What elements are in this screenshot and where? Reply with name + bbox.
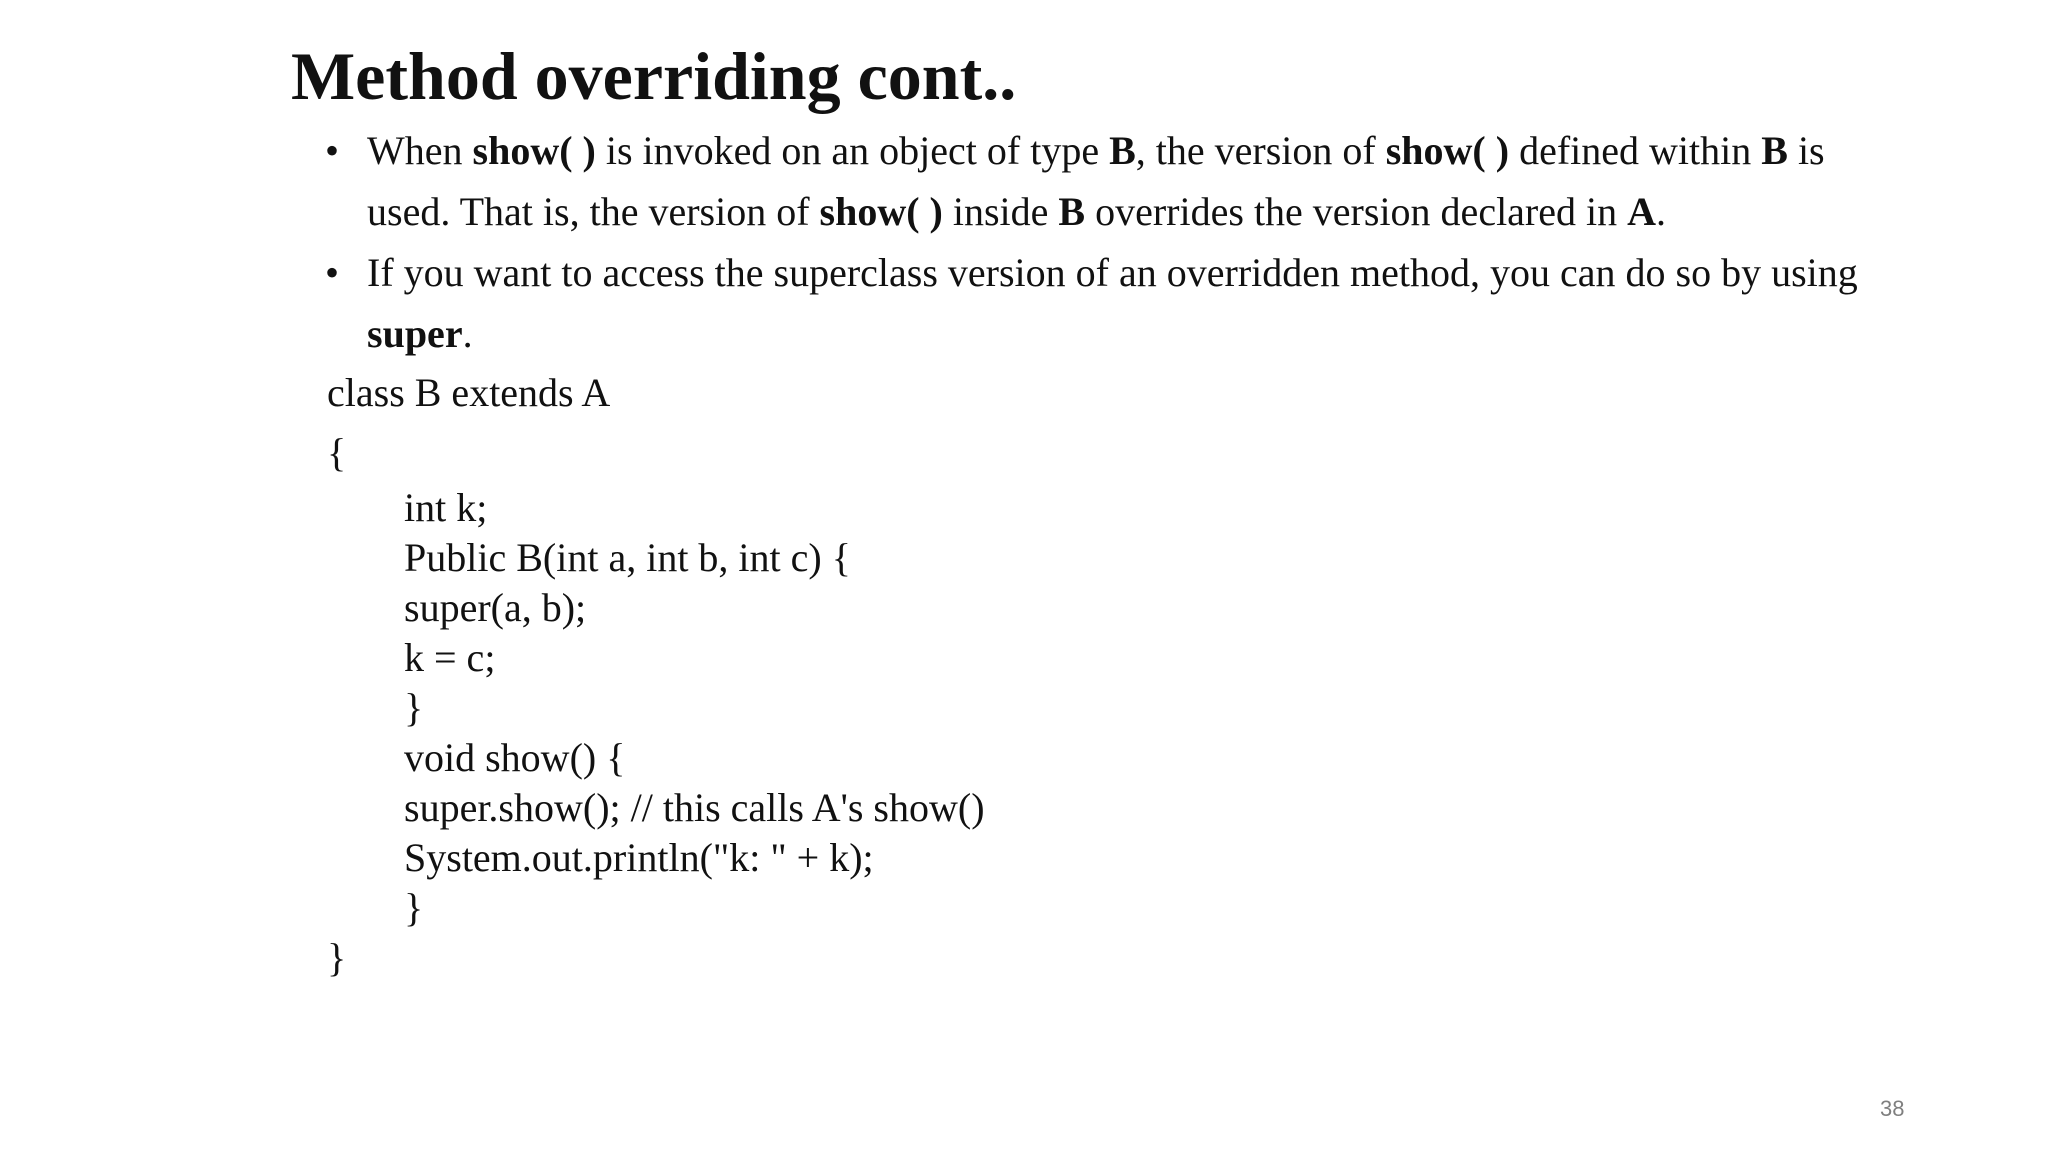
bold-term: B [1058,189,1086,234]
bullet-item [325,242,1885,364]
bullet-text: . [1656,189,1667,234]
bold-term: B [1761,128,1788,173]
bold-term: show( ) [1385,128,1510,173]
bullet-text: is used. That is, the version of [367,128,1825,234]
bullet-text: defined within [1509,128,1762,173]
bullet-text: If you want to access the superclass version of an overridden method, you can do so by using [367,250,1858,295]
code-line: System.out.println("k: " + k); [404,835,874,880]
code-line: int k; [404,485,488,530]
code-line: } [404,685,424,730]
bullet-dot-icon: • [325,128,340,173]
code-block [327,363,985,983]
bold-term: super [367,311,463,356]
code-line: k = c; [404,635,496,680]
bullet-text: inside [942,189,1059,234]
page-number: 38 [1880,1096,1905,1121]
bold-term: show( ) [819,189,943,234]
code-line: class B extends A [327,370,611,415]
bullet-text: overrides the version declared in [1085,189,1628,234]
code-line: super(a, b); [404,585,587,630]
code-line: } [404,885,424,930]
bullet-text: . [462,311,473,356]
code-line: Public B(int a, int b, int c) { [404,535,851,580]
bullet-text: When [367,128,473,173]
bullet-item [325,120,1885,242]
bullet-text: , the version of [1135,128,1386,173]
bold-term: show( ) [472,128,596,173]
bullet-list [325,120,1885,364]
bullet-dot-icon: • [325,250,340,295]
code-line: { [327,430,347,475]
bold-term: B [1109,128,1136,173]
code-line: void show() { [404,735,626,780]
bold-term: A [1627,189,1657,234]
code-line: super.show(); // this calls A's show() [404,785,985,830]
bullet-text: is invoked on an object of type [595,128,1110,173]
code-line: } [327,935,347,980]
slide-title: Method overriding cont.. [291,38,1017,114]
